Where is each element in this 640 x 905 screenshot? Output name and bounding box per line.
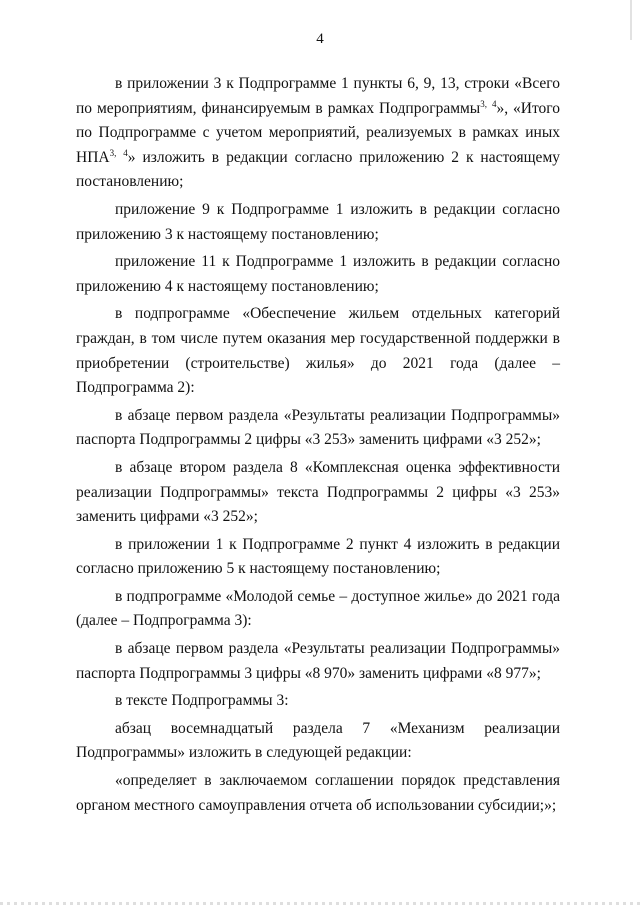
paragraph-text: » изложить в редакции согласно приложению 2 к настоящему постановлению; bbox=[76, 148, 560, 191]
footnote-ref: 4 bbox=[123, 147, 128, 158]
paragraph-text: в приложении 3 к Подпрограмме 1 пункты 6, 9, 13, строки «Всего по мероприятиям, финансируемым в рамках Подпрограммы bbox=[76, 75, 560, 117]
footnote-ref: 3, bbox=[109, 147, 117, 158]
footnote-ref: 3, bbox=[480, 98, 487, 109]
paragraph-sp2-appendix-1: в приложении 1 к Подпрограмме 2 пункт 4 изложить в редакции согласно приложению 5 к настоящему постановлению; bbox=[76, 535, 560, 578]
paragraph-text: », «Итого по Подпрограмме с учетом мероприятий, реализуемых в рамках иных НПА bbox=[76, 99, 561, 166]
paragraph-subprogram-2: в подпрограмме «Обеспечение жильем отдельных категорий граждан, в том числе путем оказания мер государственной поддержки в приобретении (строительстве) жилья» до 2021 года (далее – Подпрограмма 2): bbox=[76, 305, 560, 397]
page-number: 4 bbox=[316, 31, 324, 47]
paragraph-sp3-section-7: абзац восемнадцатый раздела 7 «Механизм реализации Подпрограммы» изложить в следующей редакции: bbox=[76, 719, 560, 762]
paragraph-appendix-11: приложение 11 к Подпрограмме 1 изложить в редакции согласно приложению 4 к настоящему постановлению; bbox=[76, 253, 560, 295]
paragraph-sp3-results: в абзаце первом раздела «Результаты реализации Подпрограммы» паспорта Подпрограммы 3 цифры «8 970» заменить цифрами «8 977»; bbox=[76, 640, 560, 682]
paragraph-appendix-9: приложение 9 к Подпрограмме 1 изложить в редакции согласно приложению 3 к настоящему постановлению; bbox=[76, 200, 560, 243]
document-body bbox=[76, 72, 560, 818]
paragraph-sp2-results: в абзаце первом раздела «Результаты реализации Подпрограммы» паспорта Подпрограммы 2 цифры «3 253» заменить цифрами «3 252»; bbox=[76, 406, 560, 449]
paragraph-sp3-text: в тексте Подпрограммы 3: bbox=[115, 692, 289, 710]
paragraph-sp2-section-8: в абзаце втором раздела 8 «Комплексная оценка эффективности реализации Подпрограммы» текста Подпрограммы 2 цифры «3 253» заменить цифрами «3 252»; bbox=[76, 458, 560, 526]
paragraph-quoted-edit: «определяет в заключаемом соглашении порядок представления органом местного самоуправления отчета об использовании субсидии;»; bbox=[76, 772, 560, 814]
footnote-ref: 4 bbox=[491, 98, 497, 109]
paragraph-subprogram-3: в подпрограмме «Молодой семье – доступное жилье» до 2021 года (далее – Подпрограмма 3): bbox=[76, 587, 560, 630]
paragraph-appendix-3 bbox=[76, 72, 560, 195]
